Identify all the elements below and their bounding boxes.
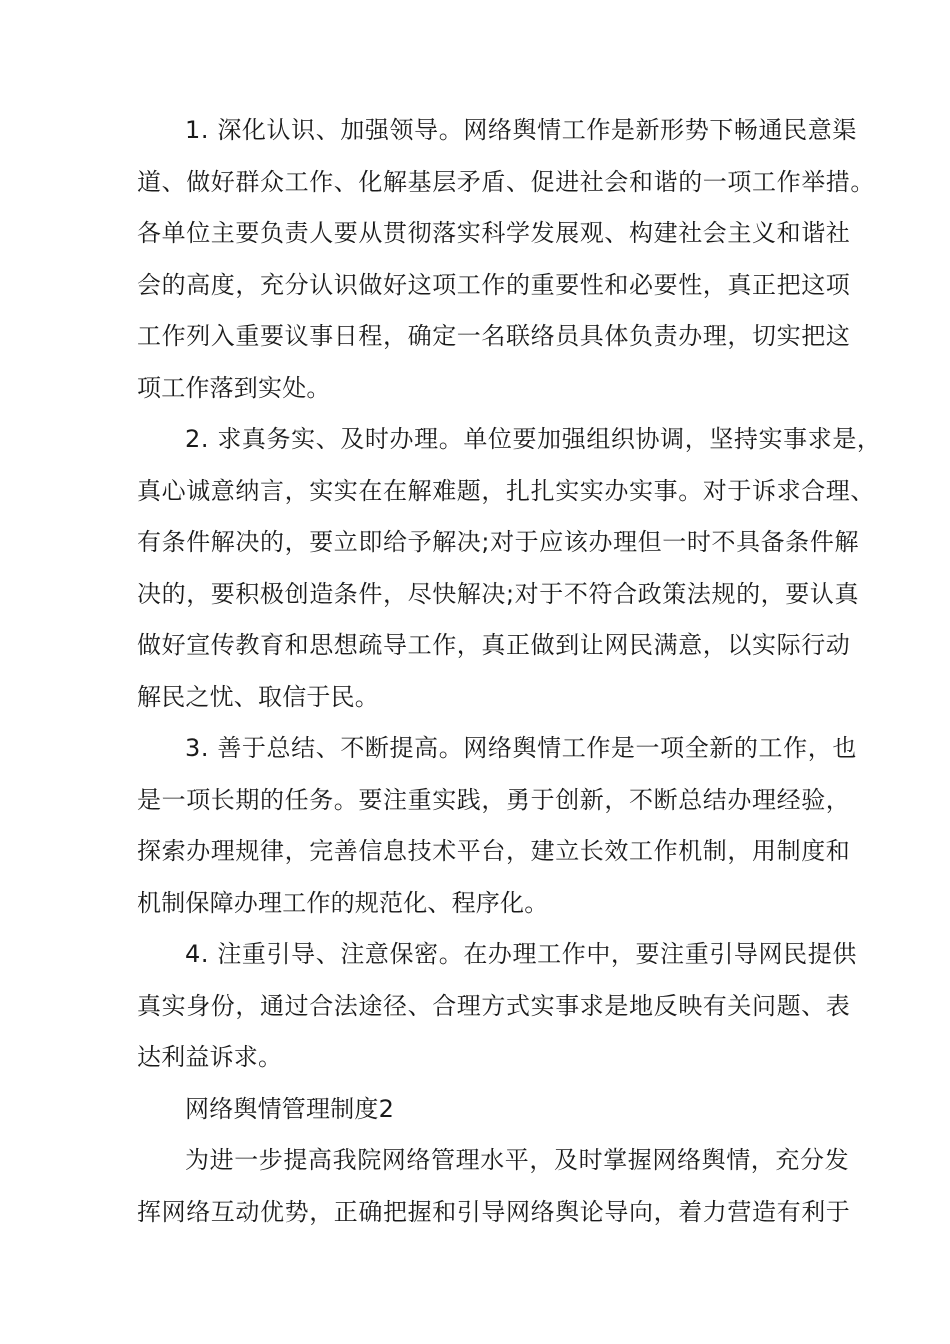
paragraph-3-line-4: 机制保障办理工作的规范化、程序化。 [137,889,549,917]
paragraph-1-line-1: 1. 深化认识、加强领导。网络舆情工作是新形势下畅通民意渠 [185,116,857,144]
paragraph-4-line-3: 达利益诉求。 [137,1043,283,1071]
paragraph-2-line-2: 真心诚意纳言，实实在在解难题，扎扎实实办实事。对于诉求合理、 [137,477,875,505]
paragraph-2-line-3: 有条件解决的，要立即给予解决;对于应该办理但一时不具备条件解 [137,528,860,556]
paragraph-4-line-1: 4. 注重引导、注意保密。在办理工作中，要注重引导网民提供 [185,940,857,968]
paragraph-1-line-3: 各单位主要负责人要从贯彻落实科学发展观、构建社会主义和谐社 [137,219,851,247]
paragraph-1-line-5: 工作列入重要议事日程，确定一名联络员具体负责办理，切实把这 [137,322,851,350]
paragraph-1-line-4: 会的高度，充分认识做好这项工作的重要性和必要性，真正把这项 [137,271,851,299]
paragraph-3-line-2: 是一项长期的任务。要注重实践，勇于创新，不断总结办理经验， [137,786,851,814]
paragraph-1-line-6: 项工作落到实处。 [137,374,331,402]
paragraph-2-line-6: 解民之忧、取信于民。 [137,683,379,711]
paragraph-3-line-1: 3. 善于总结、不断提高。网络舆情工作是一项全新的工作，也 [185,734,857,762]
paragraph-4-line-2: 真实身份，通过合法途径、合理方式实事求是地反映有关问题、表 [137,992,851,1020]
paragraph-5-line-1: 为进一步提高我院网络管理水平，及时掌握网络舆情，充分发 [185,1146,850,1174]
section-heading: 网络舆情管理制度2 [185,1095,395,1123]
paragraph-2-line-5: 做好宣传教育和思想疏导工作，真正做到让网民满意，以实际行动 [137,631,851,659]
paragraph-2-line-4: 决的，要积极创造条件，尽快解决;对于不符合政策法规的，要认真 [137,580,860,608]
paragraph-3-line-3: 探索办理规律，完善信息技术平台，建立长效工作机制，用制度和 [137,837,851,865]
paragraph-5-line-2: 挥网络互动优势，正确把握和引导网络舆论导向，着力营造有利于 [137,1198,851,1226]
paragraph-1-line-2: 道、做好群众工作、化解基层矛盾、促进社会和谐的一项工作举措。 [137,168,875,196]
paragraph-2-line-1: 2. 求真务实、及时办理。单位要加强组织协调，坚持实事求是， [185,425,882,453]
